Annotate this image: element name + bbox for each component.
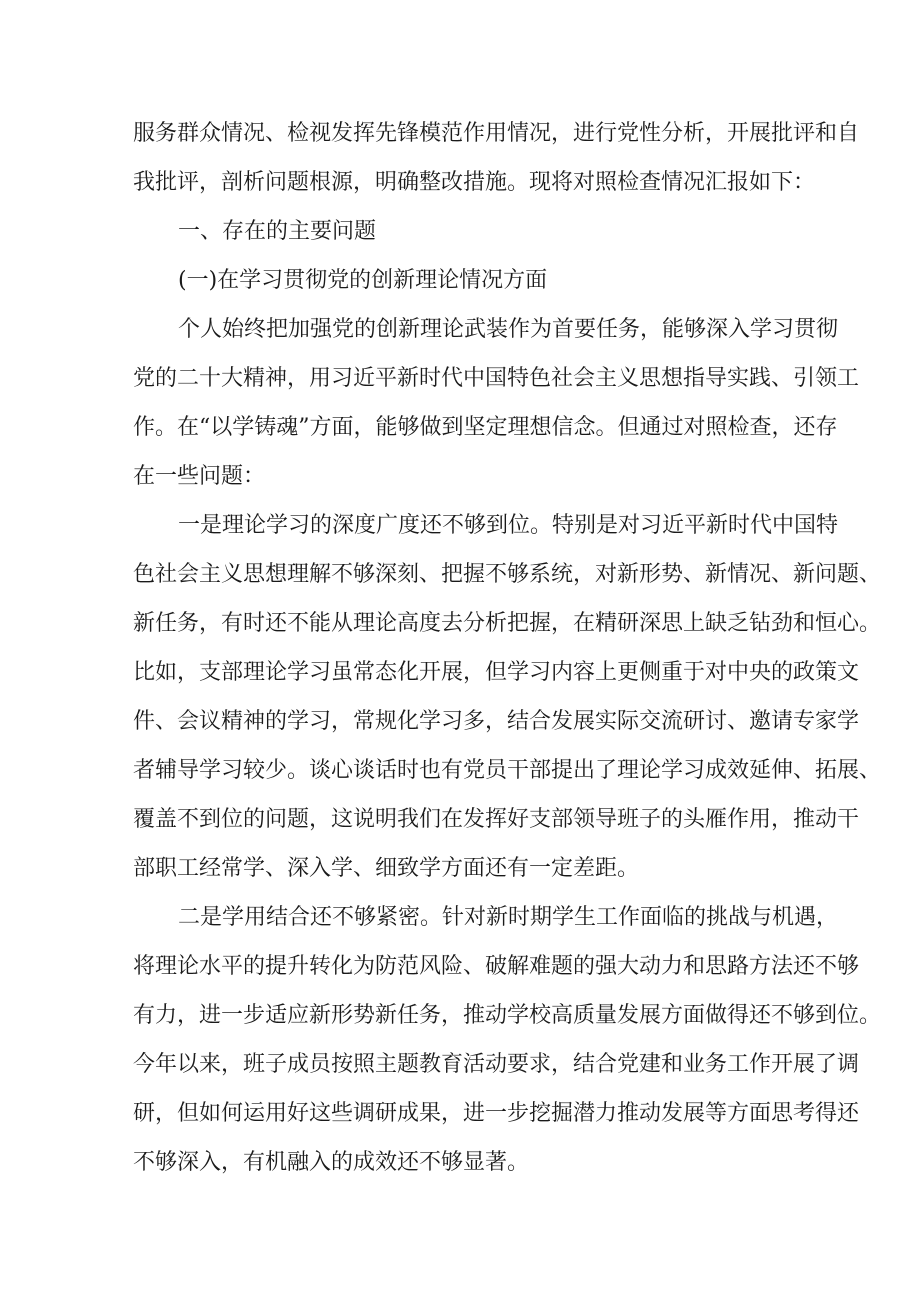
text-line: 二是学用结合还不够紧密。针对新时期学生工作面临的挑战与机遇， bbox=[178, 905, 839, 930]
text-line: 件、会议精神的学习，常规化学习多，结合发展实际交流研讨、邀请专家学 bbox=[133, 709, 860, 734]
text-line: 在一些问题： bbox=[133, 464, 266, 489]
text-line: 者辅导学习较少。谈心谈话时也有党员干部提出了理论学习成效延伸、拓展、 bbox=[133, 758, 882, 783]
text-line: 我批评，剖析问题根源，明确整改措施。现将对照检查情况汇报如下： bbox=[133, 170, 816, 195]
text-line: 研，但如何运用好这些调研成果，进一步挖掘潜力推动发展等方面思考得还 bbox=[133, 1101, 860, 1126]
text-line: 色社会主义思想理解不够深刻、把握不够系统，对新形势、新情况、新问题、 bbox=[133, 562, 882, 587]
text-line: 今年以来，班子成员按照主题教育活动要求，结合党建和业务工作开展了调 bbox=[133, 1052, 860, 1077]
text-line: 作。在“以学铸魂”方面，能够做到坚定理想信念。但通过对照检查，还存 bbox=[133, 415, 838, 440]
text-line: 将理论水平的提升转化为防范风险、破解难题的强大动力和思路方法还不够 bbox=[133, 954, 860, 979]
text-line: 个人始终把加强党的创新理论武装作为首要任务，能够深入学习贯彻 bbox=[178, 317, 839, 342]
section-heading: 一、存在的主要问题 bbox=[178, 219, 377, 244]
text-line: 不够深入，有机融入的成效还不够显著。 bbox=[133, 1150, 530, 1175]
text-line: 党的二十大精神，用习近平新时代中国特色社会主义思想指导实践、引领工 bbox=[133, 366, 860, 391]
text-line: 部职工经常学、深入学、细致学方面还有一定差距。 bbox=[133, 856, 640, 881]
text-line: 一是理论学习的深度广度还不够到位。特别是对习近平新时代中国特 bbox=[178, 513, 839, 538]
text-line: 有力，进一步适应新形势新任务，推动学校高质量发展方面做得还不够到位。 bbox=[133, 1003, 882, 1028]
text-line: 新任务，有时还不能从理论高度去分析把握，在精研深思上缺乏钻劲和恒心。 bbox=[133, 611, 882, 636]
text-line: 覆盖不到位的问题，这说明我们在发挥好支部领导班子的头雁作用，推动干 bbox=[133, 807, 860, 832]
text-line: 服务群众情况、检视发挥先锋模范作用情况，进行党性分析，开展批评和自 bbox=[133, 121, 860, 146]
text-line: 比如，支部理论学习虽常态化开展，但学习内容上更侧重于对中央的政策文 bbox=[133, 660, 860, 685]
subsection-heading: (一)在学习贯彻党的创新理论情况方面 bbox=[178, 268, 548, 293]
